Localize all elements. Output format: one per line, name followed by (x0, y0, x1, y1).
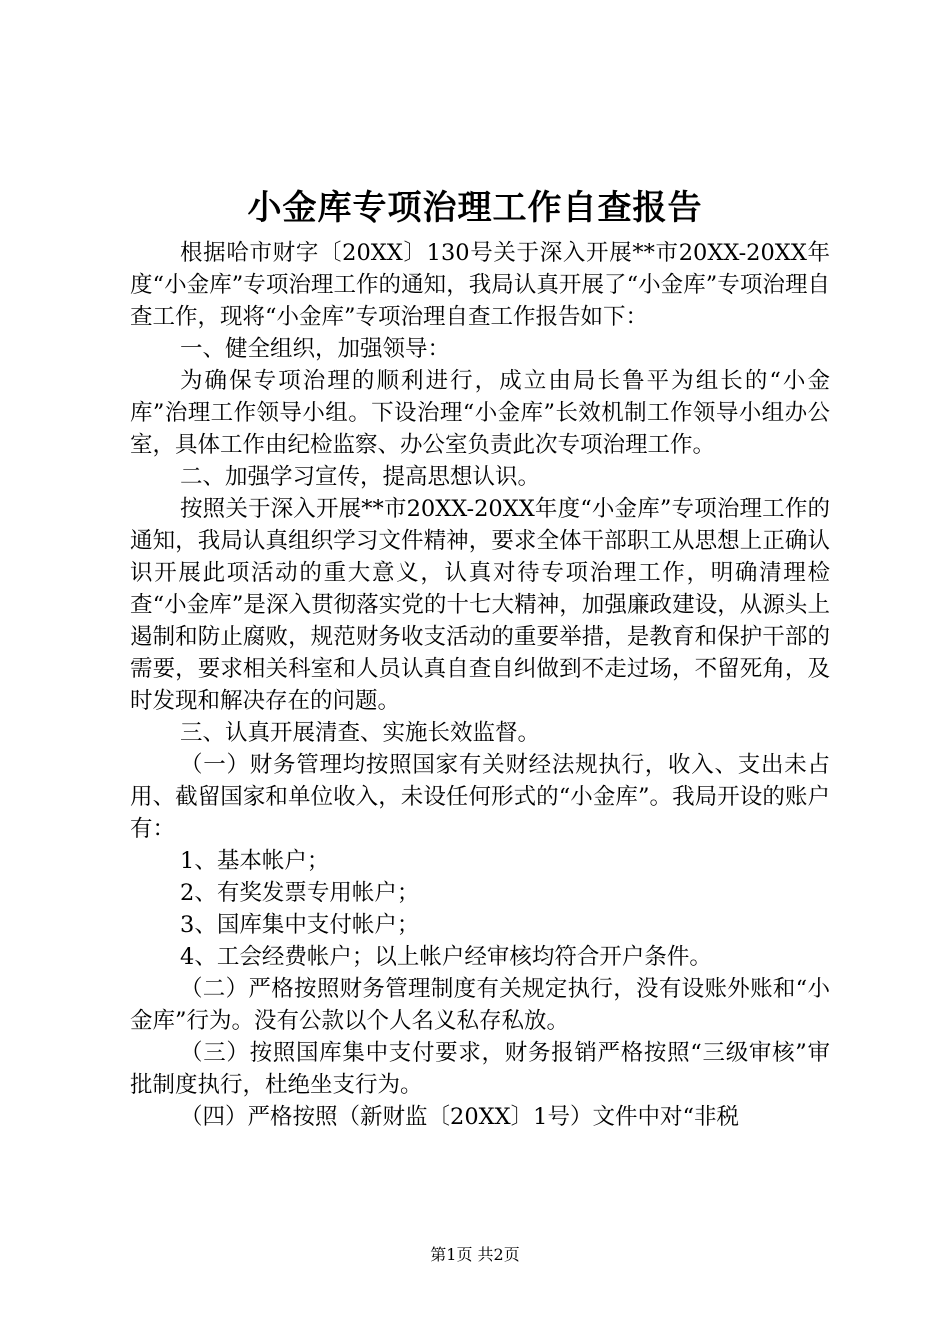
account-list-item: 2、有奖发票专用帐户； (180, 880, 420, 906)
paragraph-study: 按照关于深入开展**市20XX-20XX年度“小金库”专项治理工作的通知，我局认真组织学习文件精神，要求全体干部职工从思想上正确认识开展此项活动的重大意义，认真对待专项治理工作，明确清理检查“小金库”是深入贯彻落实党的十七大精神，加强廉政建设，从源头上遏制和防止腐败，规范财务收支活动的重要举措，是教育和保护干部的需要，要求相关科室和人员认真自查自纠做到不走过场，不留死角，及时发现和解决存在的问题。 (130, 496, 830, 714)
paragraph-item-4: （四）严格按照（新财监〔20XX〕1号）文件中对“非税 (180, 1104, 739, 1130)
paragraph-item-2: （二）严格按照财务管理制度有关规定执行，没有设账外账和“小金库”行为。没有公款以个人名义私存私放。 (130, 976, 830, 1034)
paragraph-intro: 根据哈市财字〔20XX〕130号关于深入开展**市20XX-20XX年度“小金库”专项治理工作的通知，我局认真开展了“小金库”专项治理自查工作，现将“小金库”专项治理自查工作报告如下： (130, 240, 830, 330)
section-heading-1: 一、健全组织，加强领导： (180, 336, 451, 362)
paragraph-organization: 为确保专项治理的顺利进行，成立由局长鲁平为组长的“小金库”治理工作领导小组。下设治理“小金库”长效机制工作领导小组办公室，具体工作由纪检监察、办公室负责此次专项治理工作。 (130, 368, 830, 458)
document-title: 小金库专项治理工作自查报告 (247, 188, 703, 228)
section-heading-3: 三、认真开展清查、实施长效监督。 (180, 720, 541, 746)
paragraph-item-3: （三）按照国库集中支付要求，财务报销严格按照“三级审核”审批制度执行，杜绝坐支行为。 (130, 1040, 830, 1098)
document-body (130, 237, 830, 1133)
account-list-item: 4、工会经费帐户；以上帐户经审核均符合开户条件。 (180, 944, 712, 970)
section-heading-2: 二、加强学习宣传，提高思想认识。 (180, 464, 541, 490)
account-list-item: 1、基本帐户； (180, 848, 330, 874)
account-list-item: 3、国库集中支付帐户； (180, 912, 420, 938)
page-footer: 第1页 共2页 (430, 1245, 520, 1264)
paragraph-item-1: （一）财务管理均按照国家有关财经法规执行，收入、支出未占用、截留国家和单位收入，未设任何形式的“小金库”。我局开设的账户有： (130, 752, 830, 842)
